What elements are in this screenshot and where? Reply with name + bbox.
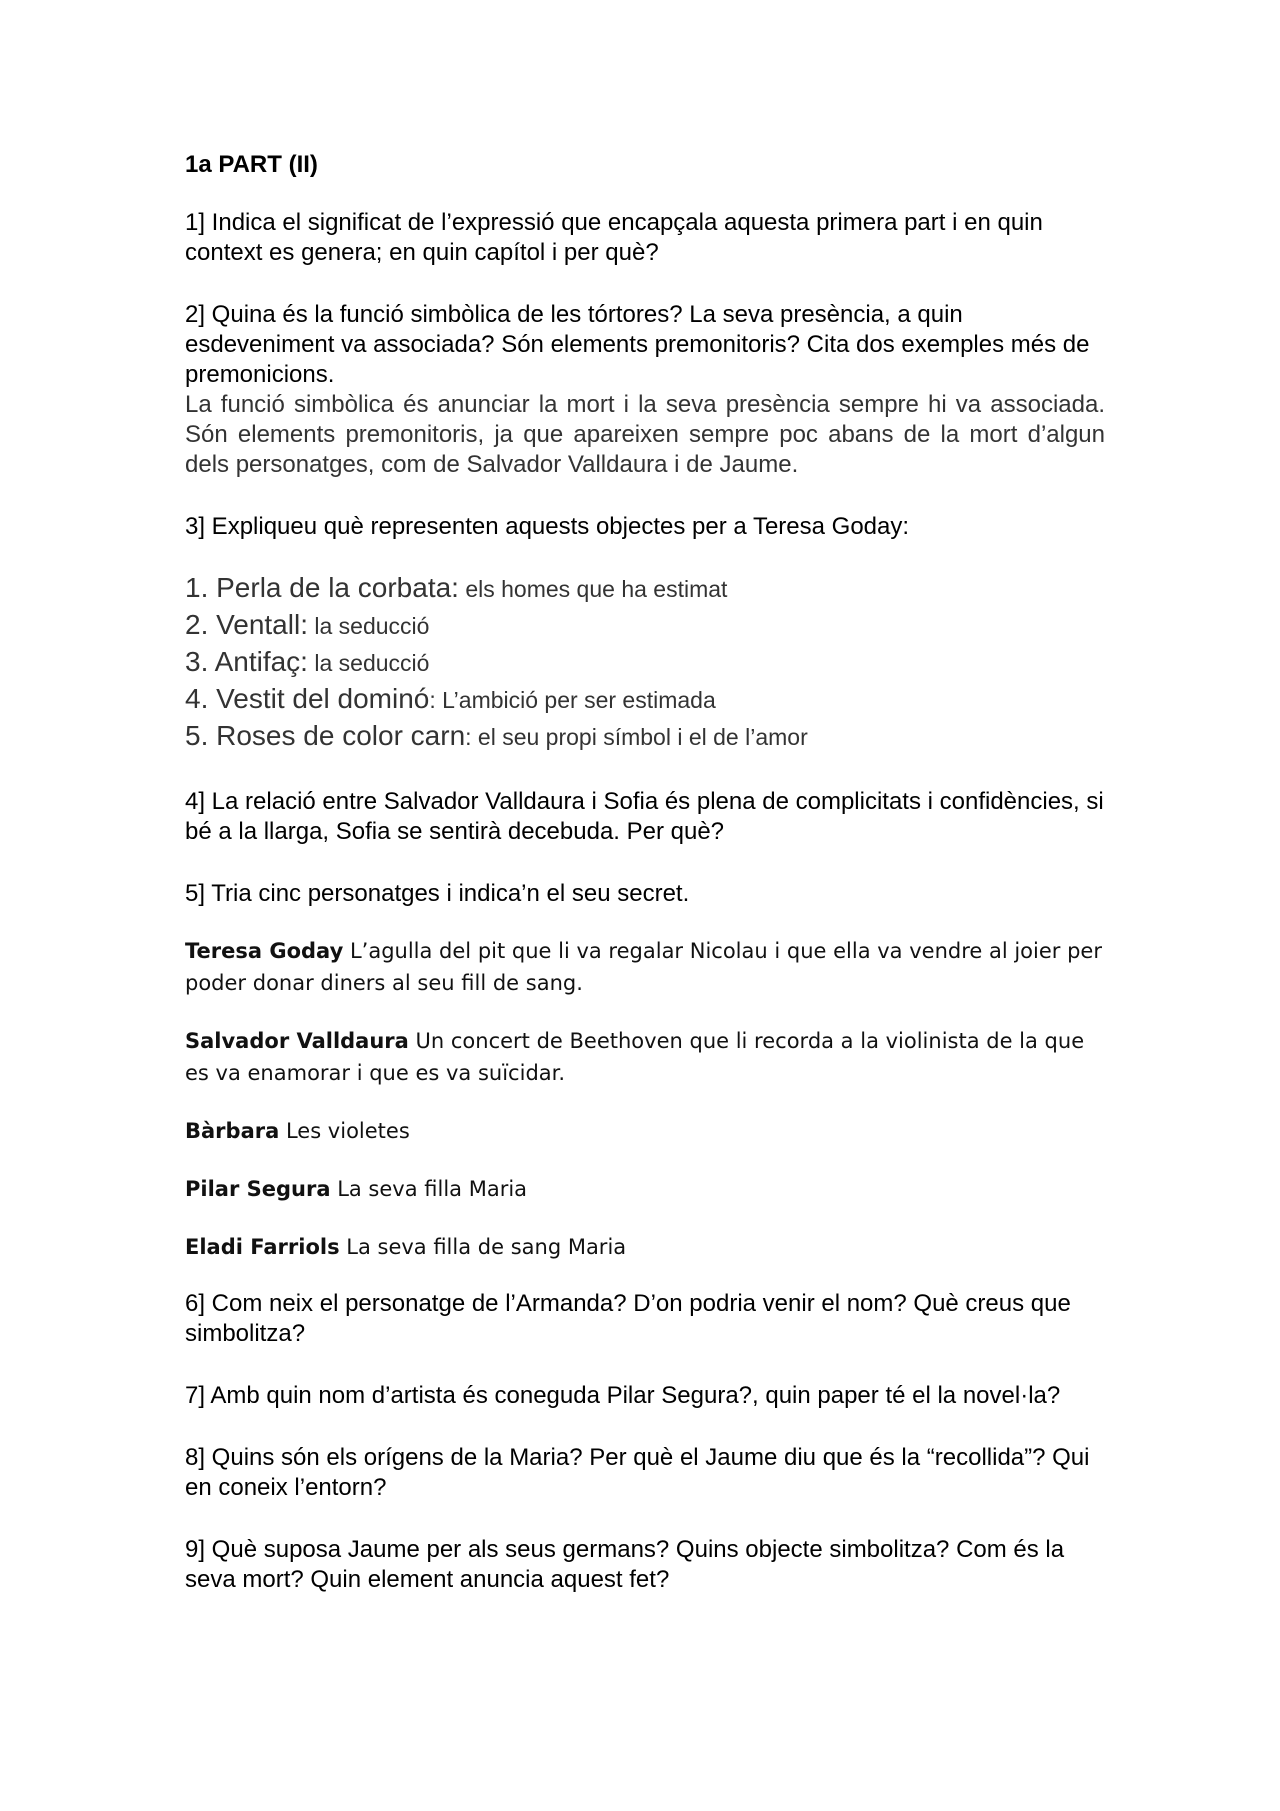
object-label: 2. Ventall:	[185, 609, 308, 640]
character-name: Eladi Farriols	[185, 1235, 340, 1259]
document-page	[185, 150, 1105, 1595]
question-5: 5] Tria cinc personatges i indica’n el seu secret.	[185, 880, 690, 907]
answer-2: La funció simbòlica és anunciar la mort i la seva presència sempre hi va associada. Són elements premonitoris, ja que apareixen sempre poc abans de la mort d’algun dels personatges, com de Salvador Valldaura i de Jaume.	[185, 391, 1105, 478]
question-9: 9] Què suposa Jaume per als seus germans? Quins objecte simbolitza? Com és la seva mort? Quin element anuncia aquest fet?	[185, 1536, 1065, 1593]
object-item	[185, 570, 1105, 607]
object-label: 3. Antifaç:	[185, 646, 308, 677]
character-name: Teresa Goday	[185, 939, 344, 963]
character-secret: L’agulla del pit que li va regalar Nicolau i que ella va vendre al joier per poder donar diners al seu fill de sang.	[185, 939, 1102, 995]
character-secret: La seva filla de sang Maria	[339, 1235, 627, 1259]
object-item	[185, 607, 1105, 644]
page-title: 1a PART (II)	[185, 151, 318, 178]
objects-list	[185, 570, 1105, 755]
secret-item	[185, 1115, 1105, 1147]
secret-item	[185, 1231, 1105, 1263]
character-name: Salvador Valldaura	[185, 1029, 409, 1053]
character-name: Pilar Segura	[185, 1177, 331, 1201]
question-2: 2] Quina és la funció simbòlica de les tórtores? La seva presència, a quin esdeveniment va associada? Són elements premonitoris? Cita dos exemples més de premonicions.	[185, 301, 1090, 388]
question-6: 6] Com neix el personatge de l’Armanda? D’on podria venir el nom? Què creus que simbolitza?	[185, 1290, 1071, 1347]
question-1: 1] Indica el significat de l’expressió que encapçala aquesta primera part i en quin context es genera; en quin capítol i per què?	[185, 209, 1043, 266]
character-secret: Les violetes	[279, 1119, 410, 1143]
object-answer: els homes que ha estimat	[458, 576, 728, 602]
question-4: 4] La relació entre Salvador Valldaura i Sofia és plena de complicitats i confidències, si bé a la llarga, Sofia se sentirà decebuda. Per què?	[185, 788, 1104, 845]
character-name: Bàrbara	[185, 1119, 280, 1143]
object-item	[185, 644, 1105, 681]
secret-item	[185, 1025, 1105, 1089]
object-item	[185, 718, 1105, 755]
object-answer: la seducció	[307, 650, 430, 676]
object-label: 1. Perla de la corbata:	[185, 572, 459, 603]
object-answer: : L’ambició per ser estimada	[429, 687, 716, 713]
question-3: 3] Expliqueu què representen aquests objectes per a Teresa Goday:	[185, 513, 910, 540]
object-label: 5. Roses de color carn	[185, 720, 466, 751]
secret-item	[185, 935, 1105, 999]
object-item	[185, 681, 1105, 718]
character-secret: La seva filla Maria	[330, 1177, 528, 1201]
question-8: 8] Quins són els orígens de la Maria? Per què el Jaume diu que és la “recollida”? Qui en coneix l’entorn?	[185, 1444, 1090, 1501]
object-label: 4. Vestit del dominó	[185, 683, 430, 714]
secret-item	[185, 1173, 1105, 1205]
object-answer: la seducció	[307, 613, 430, 639]
object-answer: : el seu propi símbol i el de l’amor	[465, 724, 808, 750]
question-7: 7] Amb quin nom d’artista és coneguda Pilar Segura?, quin paper té el la novel·la?	[185, 1382, 1061, 1409]
character-secret: Un concert de Beethoven que li recorda a la violinista de la que es va enamorar i que es va suïcidar.	[185, 1029, 1085, 1085]
